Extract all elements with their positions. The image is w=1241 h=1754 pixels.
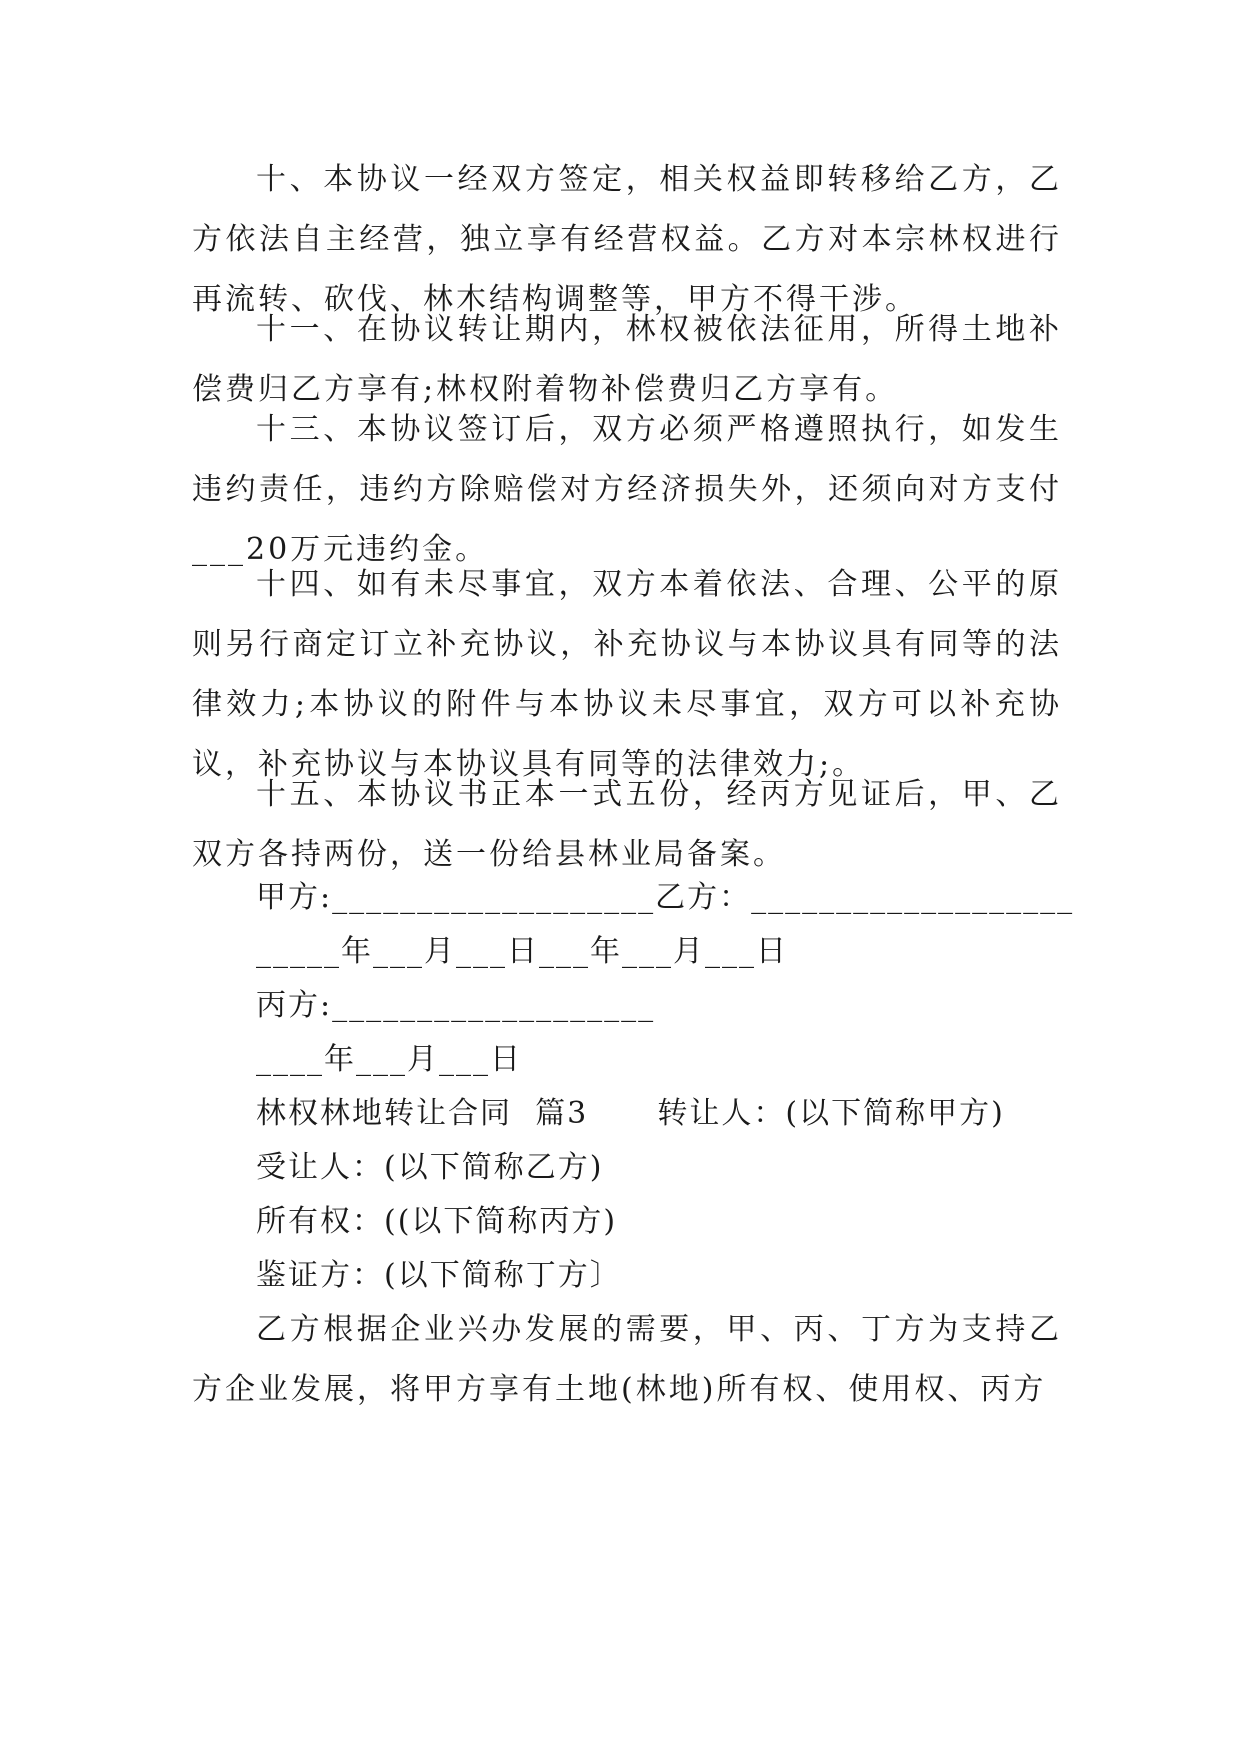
signature-date-a-b: _____年___月___日___年___月___日	[256, 934, 788, 969]
party-owner: 所有权：((以下简称丙方)	[256, 1204, 618, 1239]
section-title: 林权林地转让合同 篇3 转让人：(以下简称甲方)	[256, 1096, 1005, 1131]
clause-11: 十一、在协议转让期内，林权被依法征用，所得土地补偿费归乙方享有;林权附着物补偿费归乙方享有。	[192, 312, 1062, 407]
party-transferee: 受让人：(以下简称乙方)	[256, 1150, 604, 1185]
signature-date-c: ____年___月___日	[256, 1042, 522, 1077]
clause-14: 十四、如有未尽事宜，双方本着依法、合理、公平的原则另行商定订立补充协议，补充协议与本协议具有同等的法律效力;本协议的附件与本协议未尽事宜，双方可以补充协议，补充协议与本协议具有同等的法律效力;。	[192, 567, 1062, 782]
clause-13: 十三、本协议签订后，双方必须严格遵照执行，如发生违约责任，违约方除赔偿对方经济损失外，还须向对方支付___20万元违约金。	[192, 412, 1062, 567]
clause-15: 十五、本协议书正本一式五份，经丙方见证后，甲、乙双方各持两份，送一份给县林业局备案。	[192, 777, 1062, 872]
intro-paragraph: 乙方根据企业兴办发展的需要，甲、丙、丁方为支持乙方企业发展，将甲方享有土地(林地)所有权、使用权、丙方	[192, 1312, 1062, 1407]
party-certifier: 鉴证方：(以下简称丁方〕	[256, 1258, 622, 1293]
clause-10: 十、本协议一经双方签定，相关权益即转移给乙方，乙方依法自主经营，独立享有经营权益。乙方对本宗林权进行再流转、砍伐、林木结构调整等，甲方不得干涉。	[192, 162, 1062, 317]
signature-party-c: 丙方:___________________	[256, 988, 656, 1023]
signature-party-a-b: 甲方:___________________乙方：___________________	[256, 880, 1075, 915]
